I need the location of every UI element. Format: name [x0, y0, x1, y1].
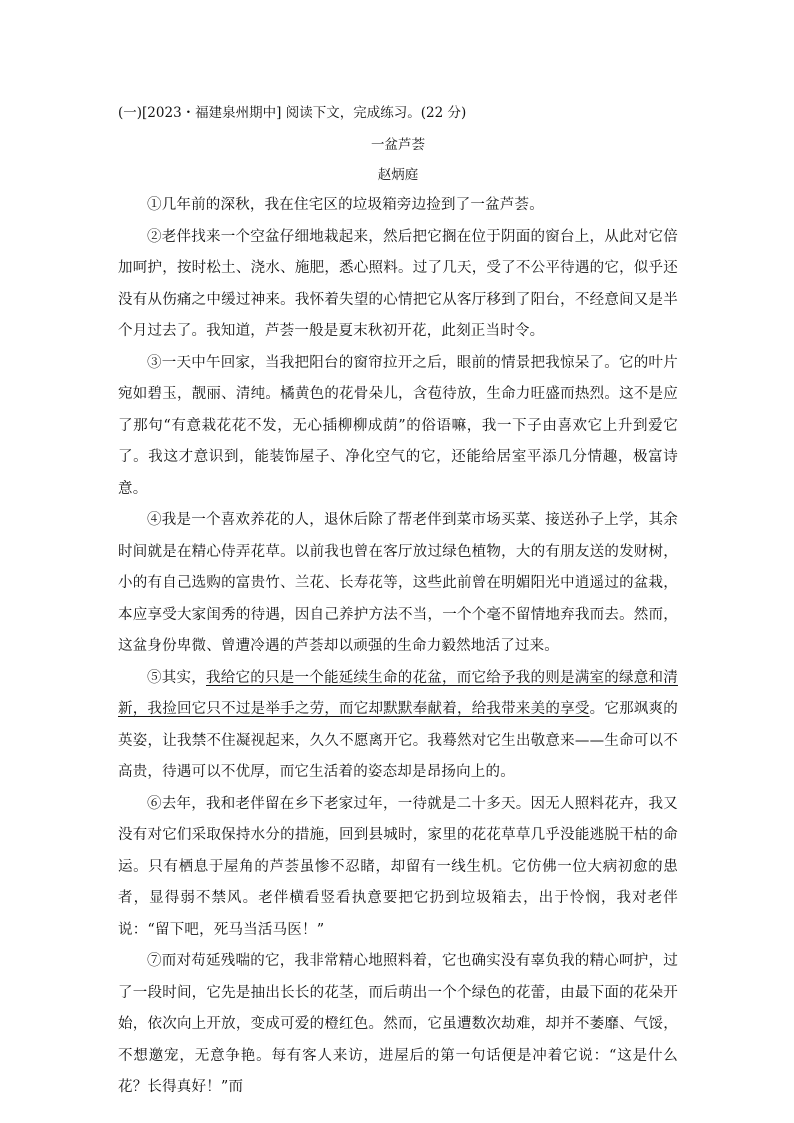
document-page: [118, 100, 678, 1104]
paragraph-3: ③一天中午回家，当我把阳台的窗帘拉开之后，眼前的情景把我惊呆了。它的叶片宛如碧玉，靓丽、清纯。橘黄色的花骨朵儿，含苞待放，生命力旺盛而热烈。这不是应了那句“有意栽花花不发，无心插柳柳成荫”的俗语嘛，我一下子由喜欢它上升到爱它了。我这才意识到，能装饰屋子、净化空气的它，还能给居室平添几分情趣，极富诗意。: [118, 354, 678, 497]
article-title: 一盆芦荟: [371, 137, 425, 153]
paragraph-4: ④我是一个喜欢养花的人，退休后除了帮老伴到菜市场买菜、接送孙子上学，其余时间就是在精心侍弄花草。以前我也曾在客厅放过绿色植物，大的有朋友送的发财树，小的有自己选购的富贵竹、兰花、长寿花等，这些此前曾在明媚阳光中逍遥过的盆栽，本应享受大家闺秀的待遇，因自己养护方法不当，一个个毫不留情地弃我而去。然而，这盆身份卑微、曾遭冷遇的芦荟却以顽强的生命力毅然地活了过来。: [118, 512, 678, 654]
paragraph-5-lead: ⑤其实，: [147, 669, 207, 686]
paragraph-5-rest: 。它那飒爽的英姿，让我禁不住凝视起来，久久不愿离开它。我蓦然对它生出敬意来——生命可以不高贵，待遇可以不优厚，而它生活着的姿态却是昂扬向上的。: [118, 701, 678, 780]
paragraph-1: ①几年前的深秋，我在住宅区的垃圾箱旁边捡到了一盆芦荟。: [147, 197, 544, 213]
paragraph-7: ⑦而对苟延残喘的它，我非常精心地照料着，它也确实没有辜负我的精心呵护，过了一段时间，它先是抽出长长的花茎，而后萌出一个个绿色的花蕾，由最下面的花朵开始，依次向上开放，变成可爱的橙红色。然而，它虽遭数次劫难，却并不萎靡、气馁，不想邀宠，无意争艳。每有客人来访，进屋后的第一句话便是冲着它说：“这是什么花？长得真好！”而: [118, 953, 678, 1095]
paragraph-2: ②老伴找来一个空盆仔细地栽起来，然后把它搁在位于阴面的窗台上，从此对它倍加呵护，按时松土、浇水、施肥，悉心照料。过了几天，受了不公平待遇的它，似乎还没有从伤痛之中缓过神来。我怀着失望的心情把它从客厅移到了阳台，不经意间又是半个月过去了。我知道，芦荟一般是夏末秋初开花，此刻正当时令。: [118, 228, 678, 339]
paragraph-5: [118, 663, 678, 789]
underlined-sentence: 我给它的只是一个能延续生命的花盆，而它给予我的则是满室的绿意和清新，我捡回它只不过是举手之劳，而它却默默奉献着，给我带来美的享受: [118, 669, 678, 717]
article-author: 赵炳庭: [377, 167, 419, 183]
exercise-header: (一)[2023・福建泉州期中] 阅读下文，完成练习。(22 分): [118, 105, 467, 121]
paragraph-6: ⑥去年，我和老伴留在乡下老家过年，一待就是二十多天。因无人照料花卉，我又没有对它们采取保持水分的措施，回到县城时，家里的花花草草几乎没能逃脱干枯的命运。只有栖息于屋角的芦荟虽惨不忍睹，却留有一线生机。它仿佛一位大病初愈的患者，显得弱不禁风。老伴横看竖看执意要把它扔到垃圾箱去，出于怜悯，我对老伴说：“留下吧，死马当活马医！”: [118, 795, 678, 938]
